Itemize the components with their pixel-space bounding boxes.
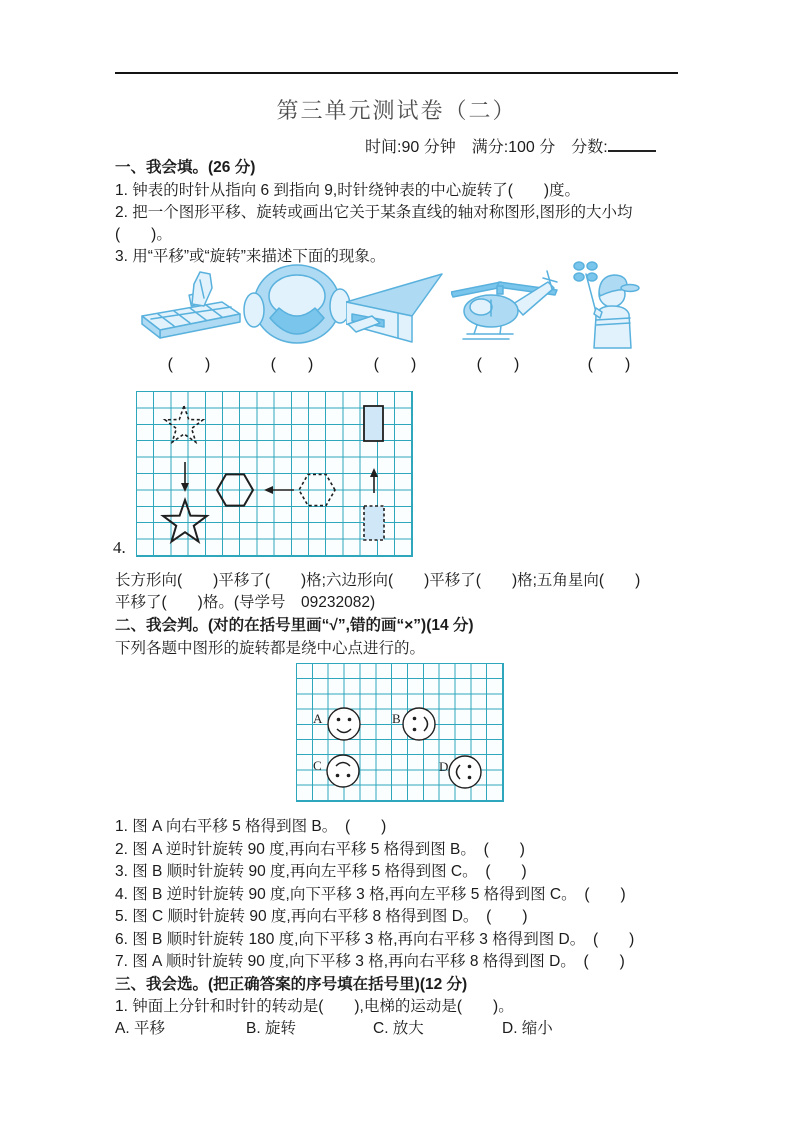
question-4-line2: 平移了( )格。(导学号 09232082) [115, 594, 376, 611]
question-2-line2: ( )。 [115, 226, 172, 243]
question-4-line1: 长方形向( )平移了( )格;六边形向( )平移了( )格;五角星向( ) [115, 572, 641, 589]
smiley-grid-figures [297, 664, 503, 801]
score-blank [608, 137, 656, 152]
judge-item-5: 5. 图 C 顺时针旋转 90 度,再向右平移 8 格得到图 D。 ( ) [115, 908, 528, 925]
ice-cube-tray-illustration [136, 258, 246, 355]
choice-option-a: A. 平移 [115, 1020, 165, 1037]
left-arrow-head [264, 486, 273, 494]
section-three-heading: 三、我会选。(把正确答案的序号填在括号里)(12 分) [115, 976, 468, 993]
dotted-rectangle-shape [364, 506, 384, 540]
smiley-c [327, 755, 359, 787]
section-two-heading: 二、我会判。(对的在括号里画“√”,错的画“×”)(14 分) [115, 617, 474, 634]
question-1: 1. 钟表的时针从指向 6 到指向 9,时针绕钟表的中心旋转了( )度。 [115, 182, 581, 199]
question-3: 3. 用“平移”或“旋转”来描述下面的现象。 [115, 248, 386, 265]
judge-item-1: 1. 图 A 向右平移 5 格得到图 B。 ( ) [115, 818, 387, 835]
choice-option-d: D. 缩小 [502, 1020, 553, 1037]
smiley-a [328, 708, 360, 740]
dotted-hexagon-shape [299, 474, 335, 505]
exam-info-line [365, 134, 656, 157]
figure-d-label: D [439, 759, 449, 774]
figure-a-label: A [313, 711, 323, 726]
translation-grid [136, 391, 413, 557]
judge-item-2: 2. 图 A 逆时针旋转 90 度,再向右平移 5 格得到图 B。 ( ) [115, 841, 525, 858]
steering-wheel-illustration [242, 258, 352, 355]
dotted-star-shape [165, 406, 203, 442]
judge-item-4: 4. 图 B 逆时针旋转 90 度,向下平移 3 格,再向左平移 5 格得到图 C。 ( ) [115, 886, 626, 903]
judge-item-6: 6. 图 B 顺时针旋转 180 度,向下平移 3 格,再向右平移 3 格得到图 D。 ( ) [115, 931, 635, 948]
smiley-d [449, 756, 481, 788]
choice-question-1: 1. 钟面上分针和时针的转动是( ),电梯的运动是( )。 [115, 998, 514, 1015]
solid-rectangle-shape [364, 406, 383, 441]
q3-answer-bracket-5: ( ) [587, 356, 631, 373]
helicopter-illustration [451, 258, 561, 355]
figure-b-label: B [392, 711, 401, 726]
solid-hexagon-shape [217, 474, 253, 505]
question-2-line1: 2. 把一个图形平移、旋转或画出它关于某条直线的轴对称图形,图形的大小均 [115, 204, 633, 221]
video-player-illustration [346, 258, 456, 355]
question-4-number: 4. [113, 538, 126, 557]
smiley-b [403, 708, 435, 740]
exam-info-text: 时间:90 分钟 满分:100 分 分数: [365, 139, 608, 156]
q3-answer-bracket-1: ( ) [167, 356, 211, 373]
figure-c-label: C [313, 758, 322, 773]
solid-star-shape [163, 500, 207, 542]
q3-answer-bracket-2: ( ) [270, 356, 314, 373]
boy-with-pinwheel-illustration [556, 258, 666, 355]
section-two-intro: 下列各题中图形的旋转都是绕中心点进行的。 [115, 640, 426, 657]
page-title: 第三单元测试卷（二） [276, 98, 517, 123]
choice-option-c: C. 放大 [373, 1020, 424, 1037]
smiley-grid [296, 663, 504, 802]
top-divider [115, 72, 678, 74]
up-arrow-head [370, 468, 378, 477]
down-arrow-head [181, 483, 189, 492]
judge-item-3: 3. 图 B 顺时针旋转 90 度,再向左平移 5 格得到图 C。 ( ) [115, 863, 527, 880]
q3-answer-bracket-4: ( ) [476, 356, 520, 373]
judge-item-7: 7. 图 A 顺时针旋转 90 度,向下平移 3 格,再向右平移 8 格得到图 D。 ( ) [115, 953, 625, 970]
section-one-heading: 一、我会填。(26 分) [115, 159, 256, 176]
translation-grid-shapes [137, 392, 412, 556]
q3-answer-bracket-3: ( ) [373, 356, 417, 373]
choice-option-b: B. 旋转 [246, 1020, 296, 1037]
